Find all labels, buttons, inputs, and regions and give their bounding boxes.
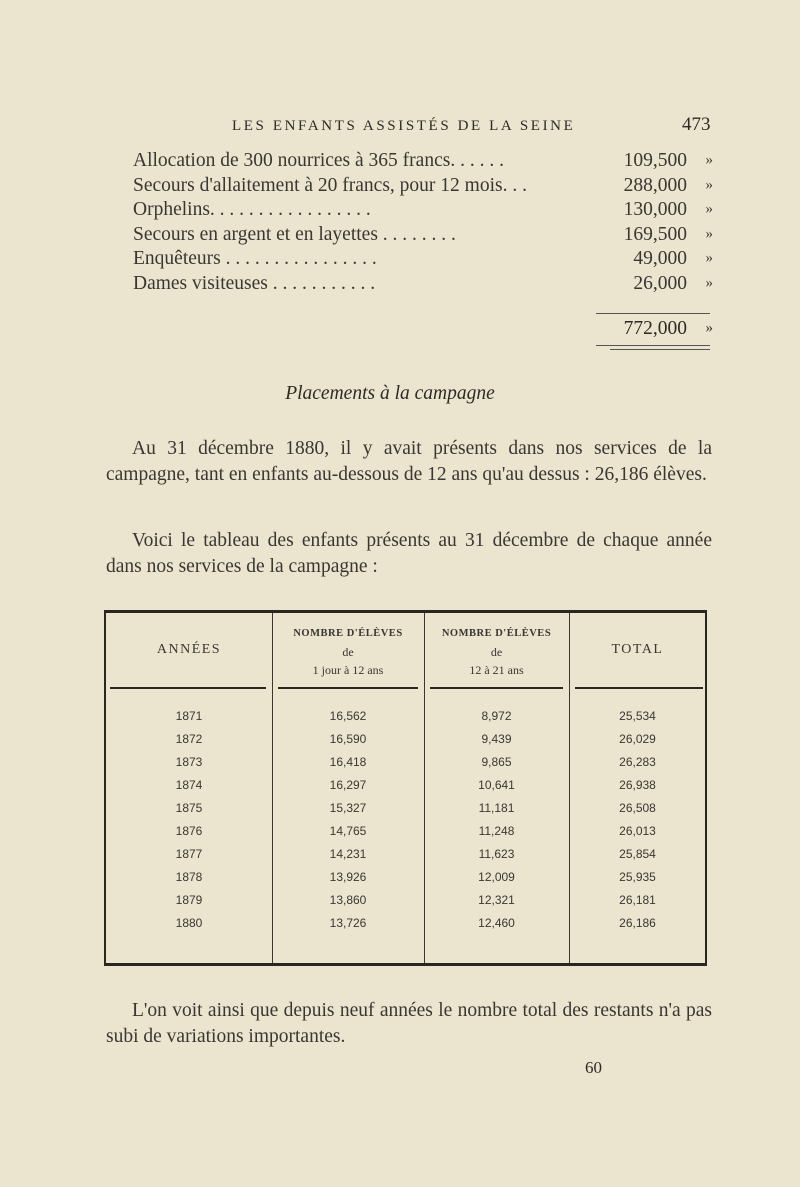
table-row bbox=[106, 709, 706, 732]
cell-12-to-21: 10,641 bbox=[478, 778, 515, 792]
budget-total-amount: 772,000 bbox=[623, 318, 687, 339]
header-col3-range: 12 à 21 ans bbox=[469, 663, 524, 677]
table-header-rule bbox=[278, 687, 418, 689]
budget-item-amount: 26,000 bbox=[633, 272, 687, 294]
table-row bbox=[106, 732, 706, 755]
budget-item-suffix: » bbox=[705, 225, 713, 242]
budget-list bbox=[133, 150, 713, 297]
budget-item-label: Allocation de 300 nourrices à 365 francs. . . . . . bbox=[133, 150, 504, 171]
budget-item-suffix: » bbox=[705, 176, 713, 193]
cell-12-to-21: 12,460 bbox=[478, 916, 515, 930]
budget-item-amount: 109,500 bbox=[623, 150, 687, 171]
budget-item-label: Secours d'allaitement à 20 francs, pour 12 mois. . . bbox=[133, 174, 527, 196]
header-col3-title: NOMBRE D'ÉLÈVES bbox=[441, 628, 552, 639]
cell-year: 1877 bbox=[175, 847, 203, 861]
budget-item-label: Dames visiteuses . . . . . . . . . . . bbox=[133, 272, 376, 294]
budget-item bbox=[133, 248, 713, 273]
cell-year: 1876 bbox=[175, 824, 203, 838]
cell-year: 1880 bbox=[175, 916, 203, 930]
table-row bbox=[106, 801, 706, 824]
cell-total: 26,508 bbox=[619, 801, 656, 815]
budget-item-amount: 169,500 bbox=[623, 223, 687, 245]
budget-item-amount: 49,000 bbox=[633, 248, 687, 269]
cell-under-12: 16,590 bbox=[329, 732, 367, 746]
cell-total: 26,029 bbox=[619, 732, 656, 746]
cell-total: 26,186 bbox=[619, 916, 656, 930]
cell-under-12: 13,726 bbox=[329, 916, 367, 930]
budget-item-suffix: » bbox=[705, 201, 713, 217]
total-double-rule-bottom bbox=[610, 349, 710, 350]
budget-item-suffix: » bbox=[705, 250, 713, 266]
budget-item-label: Enquêteurs . . . . . . . . . . . . . . . . bbox=[133, 248, 377, 269]
cell-12-to-21: 12,009 bbox=[478, 870, 515, 884]
table-row bbox=[106, 847, 706, 870]
header-col3 bbox=[424, 625, 569, 679]
paragraph-intro: Au 31 décembre 1880, il y avait présents dans nos services de la campagne, tant en enfants au-dessous de 12 ans qu'au dessus : 26,186 élèves. bbox=[106, 438, 712, 485]
cell-under-12: 16,562 bbox=[329, 709, 367, 723]
paragraph-conclusion: L'on voit ainsi que depuis neuf années le nombre total des restants n'a pas subi de variations importantes. bbox=[106, 1000, 712, 1047]
table-row bbox=[106, 824, 706, 847]
cell-total: 25,534 bbox=[619, 709, 656, 723]
cell-under-12: 15,327 bbox=[329, 801, 367, 815]
cell-total: 25,935 bbox=[619, 870, 656, 884]
budget-item-amount: 130,000 bbox=[623, 199, 687, 220]
table-row bbox=[106, 916, 706, 939]
table-header-rule bbox=[430, 687, 563, 689]
budget-item bbox=[133, 175, 713, 200]
cell-year: 1879 bbox=[175, 893, 203, 907]
header-years: ANNÉES bbox=[156, 642, 222, 657]
table-header-rule bbox=[575, 687, 703, 689]
running-title: LES ENFANTS ASSISTÉS DE LA SEINE bbox=[232, 118, 576, 134]
signature-mark: 60 bbox=[585, 1058, 602, 1077]
budget-item-suffix: » bbox=[705, 152, 713, 168]
cell-12-to-21: 11,248 bbox=[478, 824, 515, 838]
budget-item-label: Orphelins. . . . . . . . . . . . . . . . . bbox=[133, 199, 371, 220]
table-header-rule bbox=[110, 687, 266, 689]
header-col2 bbox=[272, 625, 424, 679]
placements-table bbox=[104, 610, 707, 966]
cell-total: 25,854 bbox=[619, 847, 656, 861]
cell-year: 1874 bbox=[175, 778, 203, 792]
cell-total: 26,938 bbox=[619, 778, 656, 792]
budget-item-label: Secours en argent et en layettes . . . . . . . . bbox=[133, 223, 456, 245]
cell-year: 1878 bbox=[175, 870, 203, 884]
paragraph-table-intro: Voici le tableau des enfants présents au 31 décembre de chaque année dans nos services de la campagne : bbox=[106, 530, 712, 577]
budget-item bbox=[133, 199, 713, 224]
table-row bbox=[106, 755, 706, 778]
total-rule bbox=[596, 313, 710, 314]
cell-under-12: 13,860 bbox=[329, 893, 367, 907]
section-title: Placements à la campagne bbox=[285, 383, 495, 404]
cell-12-to-21: 9,865 bbox=[481, 755, 512, 769]
header-col2-de: de bbox=[342, 645, 354, 659]
cell-under-12: 14,765 bbox=[329, 824, 367, 838]
cell-under-12: 16,297 bbox=[329, 778, 367, 792]
header-col2-range: 1 jour à 12 ans bbox=[312, 663, 384, 677]
header-col2-title: NOMBRE D'ÉLÈVES bbox=[293, 628, 403, 639]
budget-item-suffix: » bbox=[705, 274, 713, 291]
cell-year: 1871 bbox=[175, 709, 203, 723]
total-double-rule-top bbox=[596, 345, 710, 346]
table-row bbox=[106, 870, 706, 893]
budget-item bbox=[133, 224, 713, 249]
cell-12-to-21: 11,623 bbox=[478, 847, 515, 861]
page-header bbox=[0, 114, 800, 140]
cell-total: 26,283 bbox=[619, 755, 656, 769]
budget-item bbox=[133, 150, 713, 175]
cell-12-to-21: 9,439 bbox=[481, 732, 512, 746]
table-row bbox=[106, 778, 706, 801]
header-total: TOTAL bbox=[611, 642, 664, 657]
budget-total-suffix: » bbox=[705, 320, 713, 336]
table-row bbox=[106, 893, 706, 916]
page-number: 473 bbox=[682, 114, 711, 135]
cell-12-to-21: 8,972 bbox=[481, 709, 512, 723]
cell-year: 1872 bbox=[175, 732, 203, 746]
budget-item-amount: 288,000 bbox=[623, 174, 687, 196]
cell-12-to-21: 11,181 bbox=[478, 801, 515, 815]
header-col3-de: de bbox=[490, 645, 503, 659]
cell-year: 1875 bbox=[175, 801, 203, 815]
cell-under-12: 16,418 bbox=[329, 755, 367, 769]
cell-under-12: 14,231 bbox=[329, 847, 367, 861]
budget-item bbox=[133, 273, 713, 298]
cell-under-12: 13,926 bbox=[329, 870, 367, 884]
cell-total: 26,013 bbox=[619, 824, 656, 838]
cell-12-to-21: 12,321 bbox=[478, 893, 515, 907]
budget-total bbox=[596, 318, 713, 342]
cell-year: 1873 bbox=[175, 755, 203, 769]
cell-total: 26,181 bbox=[619, 893, 656, 907]
